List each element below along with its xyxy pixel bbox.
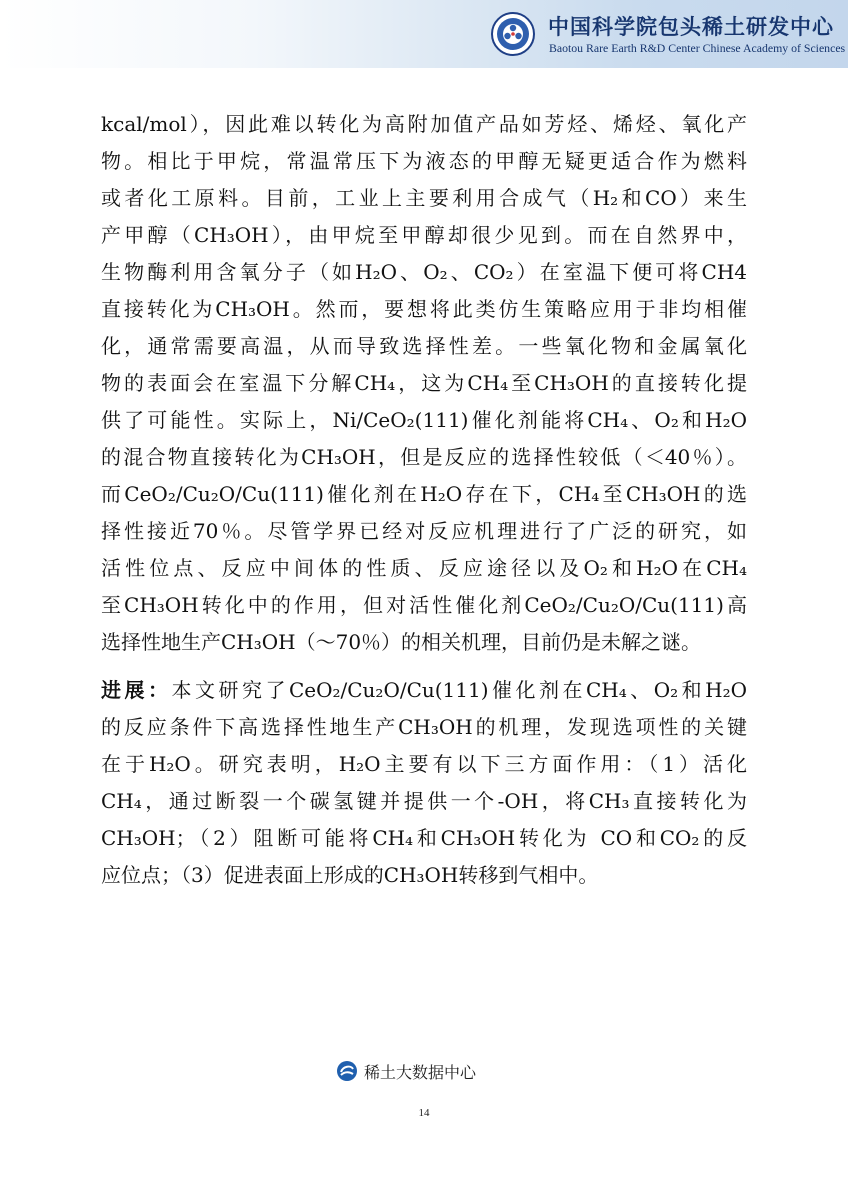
text-line: 供了可能性。实际上，Ni/CeO₂(111)催化剂能将CH₄、O₂和H₂O [101,408,747,432]
page-number: 14 [418,1107,430,1119]
text-line: 产甲醇（CH₃OH），由甲烷至甲醇却很少见到。而在自然界中， [101,223,747,247]
paragraph-progress [101,672,747,894]
text-line: 在于H₂O。研究表明，H₂O主要有以下三方面作用：（1）活化 [101,752,747,776]
text-line: CH₄，通过断裂一个碳氢键并提供一个-OH，将CH₃直接转化为 [101,789,747,813]
org-name-cn: 中国科学院包头稀土研发中心 [548,14,834,39]
big-data-logo-icon [336,1060,358,1082]
footer-brand-text: 稀土大数据中心 [364,1062,477,1082]
text-line: 活性位点、反应中间体的性质、反应途径以及O₂和H₂O在CH₄ [101,556,747,580]
progress-label: 进展： [101,678,172,702]
text-line: 或者化工原料。目前，工业上主要利用合成气（H₂和CO）来生 [101,186,747,210]
page-header [0,0,848,68]
text-line: 的混合物直接转化为CH₃OH，但是反应的选择性较低（＜40％）。 [101,445,747,469]
text-line: 物的表面会在室温下分解CH₄，这为CH₄至CH₃OH的直接转化提 [101,371,747,395]
text-line: 选择性地生产CH₃OH（～70％）的相关机理，目前仍是未解之谜。 [101,630,702,654]
text-line: 而CeO₂/Cu₂O/Cu(111)催化剂在H₂O存在下，CH₄至CH₃OH的选 [101,482,747,506]
progress-first-line: 本文研究了CeO₂/Cu₂O/Cu(111)催化剂在CH₄、O₂和H₂O [171,678,748,702]
text-line: 化，通常需要高温，从而导致选择性差。一些氧化物和金属氧化 [101,334,747,358]
org-name-en: Baotou Rare Earth R&D Center Chinese Academy of Sciences [549,41,846,55]
text-line: 物。相比于甲烷，常温常压下为液态的甲醇无疑更适合作为燃料 [101,149,747,173]
text-line: CH₃OH；（2）阻断可能将CH₄和CH₃OH转化为 CO和CO₂的反 [101,826,747,850]
text-line: 生物酶利用含氧分子（如H₂O、O₂、CO₂）在室温下便可将CH4 [101,260,747,284]
document-body [101,106,747,894]
text-line: 的反应条件下高选择性地生产CH₃OH的机理，发现选项性的关键 [101,715,747,739]
text-line: 直接转化为CH₃OH。然而，要想将此类仿生策略应用于非均相催 [101,297,747,321]
cas-logo-icon [491,12,535,56]
text-line: 至CH₃OH转化中的作用，但对活性催化剂CeO₂/Cu₂O/Cu(111)高 [101,593,747,617]
footer-brand [336,1058,476,1084]
text-line [101,672,747,709]
text-line: 择性接近70％。尽管学界已经对反应机理进行了广泛的研究，如 [101,519,747,543]
paragraph-background [101,106,747,661]
text-line: kcal/mol），因此难以转化为高附加值产品如芳烃、烯烃、氧化产 [101,112,747,136]
text-line: 应位点；（3）促进表面上形成的CH₃OH转移到气相中。 [101,863,599,887]
